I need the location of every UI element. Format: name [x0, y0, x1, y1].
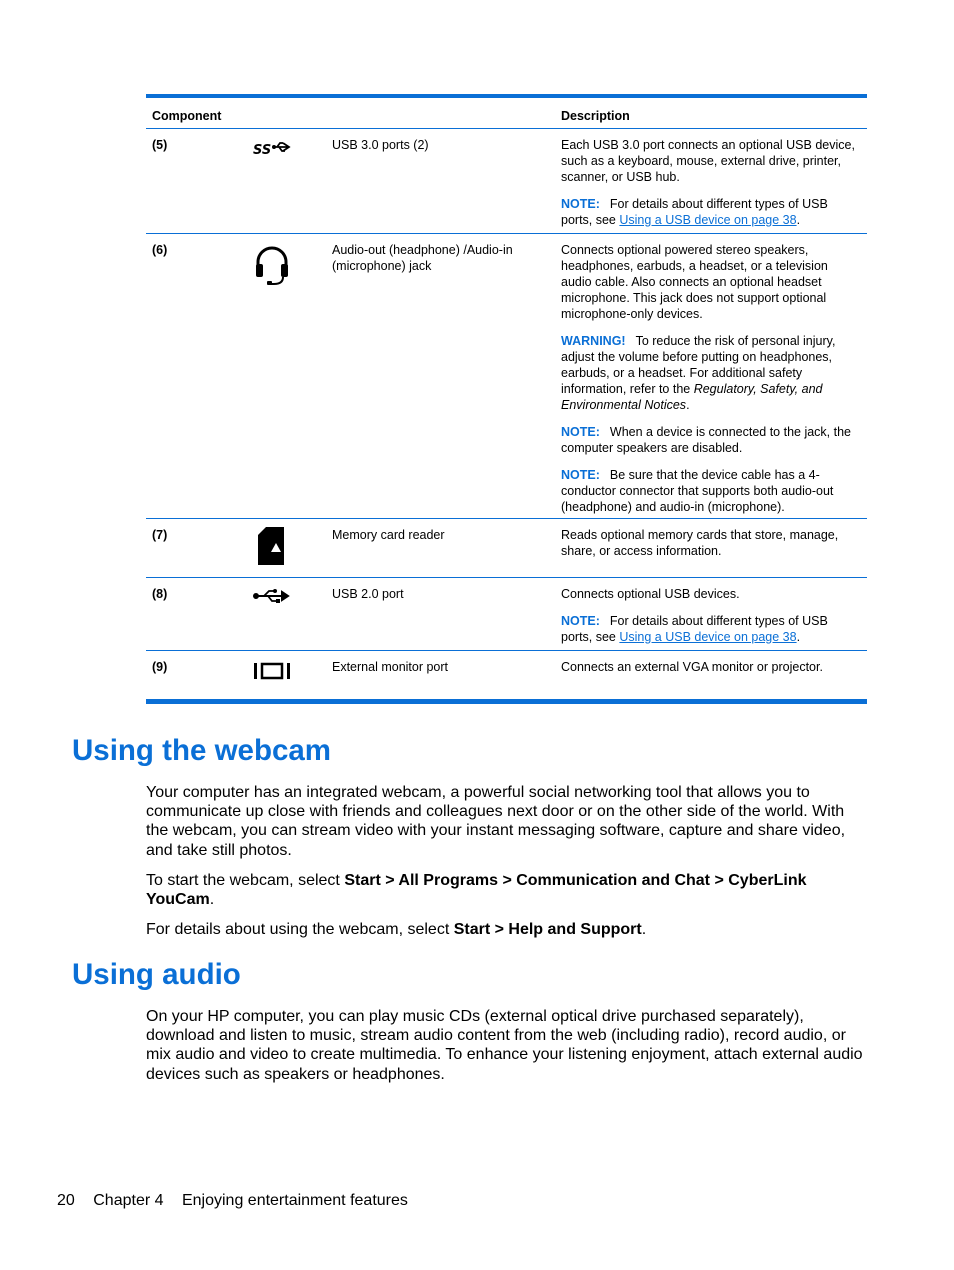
usb-icon — [252, 586, 292, 630]
note-end: . — [796, 213, 801, 227]
row-number: (8) — [152, 587, 168, 601]
description-text: Connects optional USB devices. — [561, 587, 740, 601]
row-number: (5) — [152, 138, 168, 152]
usb3-superspeed-icon — [252, 137, 292, 181]
table-row — [146, 129, 867, 234]
description-text: Reads optional memory cards that store, manage, share, or access information. — [561, 528, 839, 558]
component-table — [146, 94, 867, 704]
usb-device-link[interactable]: Using a USB device on page 38 — [619, 213, 797, 227]
page-footer — [57, 1192, 422, 1210]
table-header — [146, 98, 867, 129]
table-row — [146, 234, 867, 519]
component-name: External monitor port — [332, 660, 449, 674]
description-text: Connects optional powered stereo speakers, headphones, earbuds, a headset, or a television audio cable. Also connects an optional headset microphone. This jack does not support optional microphone-only devices. — [561, 243, 828, 321]
header-description: Description — [561, 109, 630, 123]
header-component: Component — [152, 109, 222, 123]
note-text: For details about different types of USB ports, see — [561, 197, 828, 227]
webcam-help-end: . — [641, 921, 647, 938]
row-number: (6) — [152, 243, 168, 257]
warning-end: . — [686, 398, 690, 412]
component-name: Memory card reader — [332, 528, 445, 542]
webcam-start-text: To start the webcam, select — [146, 872, 345, 889]
webcam-start-end: . — [209, 891, 215, 909]
webcam-heading: Using the webcam — [72, 734, 332, 767]
component-description — [561, 137, 857, 239]
table-row — [146, 519, 867, 578]
component-description — [561, 527, 857, 570]
note — [561, 467, 857, 515]
note — [561, 196, 857, 228]
component-name: USB 3.0 ports (2) — [332, 138, 429, 152]
row-number: (7) — [152, 528, 168, 542]
audio-heading: Using audio — [72, 958, 241, 991]
note — [561, 613, 857, 645]
external-monitor-icon — [252, 659, 292, 703]
warning-italic: Regulatory, Safety, and Environmental Notices — [561, 382, 823, 412]
description-text: Each USB 3.0 port connects an optional USB device, such as a keyboard, mouse, external drive, printer, scanner, or USB hub. — [561, 138, 855, 184]
component-name: USB 2.0 port — [332, 587, 404, 601]
row-number: (9) — [152, 660, 168, 674]
table-row — [146, 651, 867, 700]
webcam-start-paragraph — [146, 871, 870, 909]
webcam-help-text: For details about using the webcam, select — [146, 921, 454, 938]
note-label: NOTE: — [561, 614, 600, 628]
note-text: When a device is connected to the jack, the computer speakers are disabled. — [561, 425, 852, 455]
audio-paragraph: On your HP computer, you can play music CDs (external optical drive purchased separately), download and listen to music, stream audio content from the web (including radio), record audio, or mix audio and video to create multimedia. To enhance your listening enjoyment, attach external audio devices such as speakers or headphones. — [146, 1008, 863, 1083]
warning-text: To reduce the risk of personal injury, adjust the volume before putting on headphones, earbuds, or a headset. For additional safety information, refer to the — [561, 334, 836, 396]
webcam-paragraph: Your computer has an integrated webcam, a powerful social networking tool that allows you to communicate up close with friends and colleagues next door or on the other side of the world. With the webcam, you can stream video with your instant messaging software, capture and share video, and take still photos. — [146, 784, 846, 859]
component-description — [561, 659, 857, 686]
webcam-help-path: Start > Help and Support — [453, 921, 642, 938]
note-text: For details about different types of USB ports, see — [561, 614, 828, 644]
component-description — [561, 586, 857, 656]
warning — [561, 333, 857, 413]
note-text: Be sure that the device cable has a 4-conductor connector that supports both audio-out (headphone) and audio-in (microphone). — [561, 468, 834, 514]
headset-icon — [252, 242, 292, 286]
table-row — [146, 578, 867, 651]
note-label: NOTE: — [561, 197, 600, 211]
warning-label: WARNING! — [561, 334, 626, 348]
memory-card-icon — [252, 527, 292, 571]
usb-device-link[interactable]: Using a USB device on page 38 — [619, 630, 797, 644]
webcam-help-paragraph — [146, 920, 870, 939]
page-number: 20 — [57, 1192, 75, 1209]
note-label: NOTE: — [561, 468, 600, 482]
note-end: . — [796, 630, 801, 644]
chapter-label: Chapter 4 — [93, 1192, 164, 1209]
component-name: Audio-out (headphone) /Audio-in (microphone) jack — [332, 243, 513, 273]
description-text: Connects an external VGA monitor or projector. — [561, 660, 823, 674]
svg-text:SS: SS — [253, 143, 272, 158]
note — [561, 424, 857, 456]
component-description — [561, 242, 857, 526]
webcam-start-path: Start > All Programs > Communication and Chat > CyberLink YouCam — [146, 872, 807, 909]
note-label: NOTE: — [561, 425, 600, 439]
chapter-title: Enjoying entertainment features — [181, 1192, 408, 1209]
